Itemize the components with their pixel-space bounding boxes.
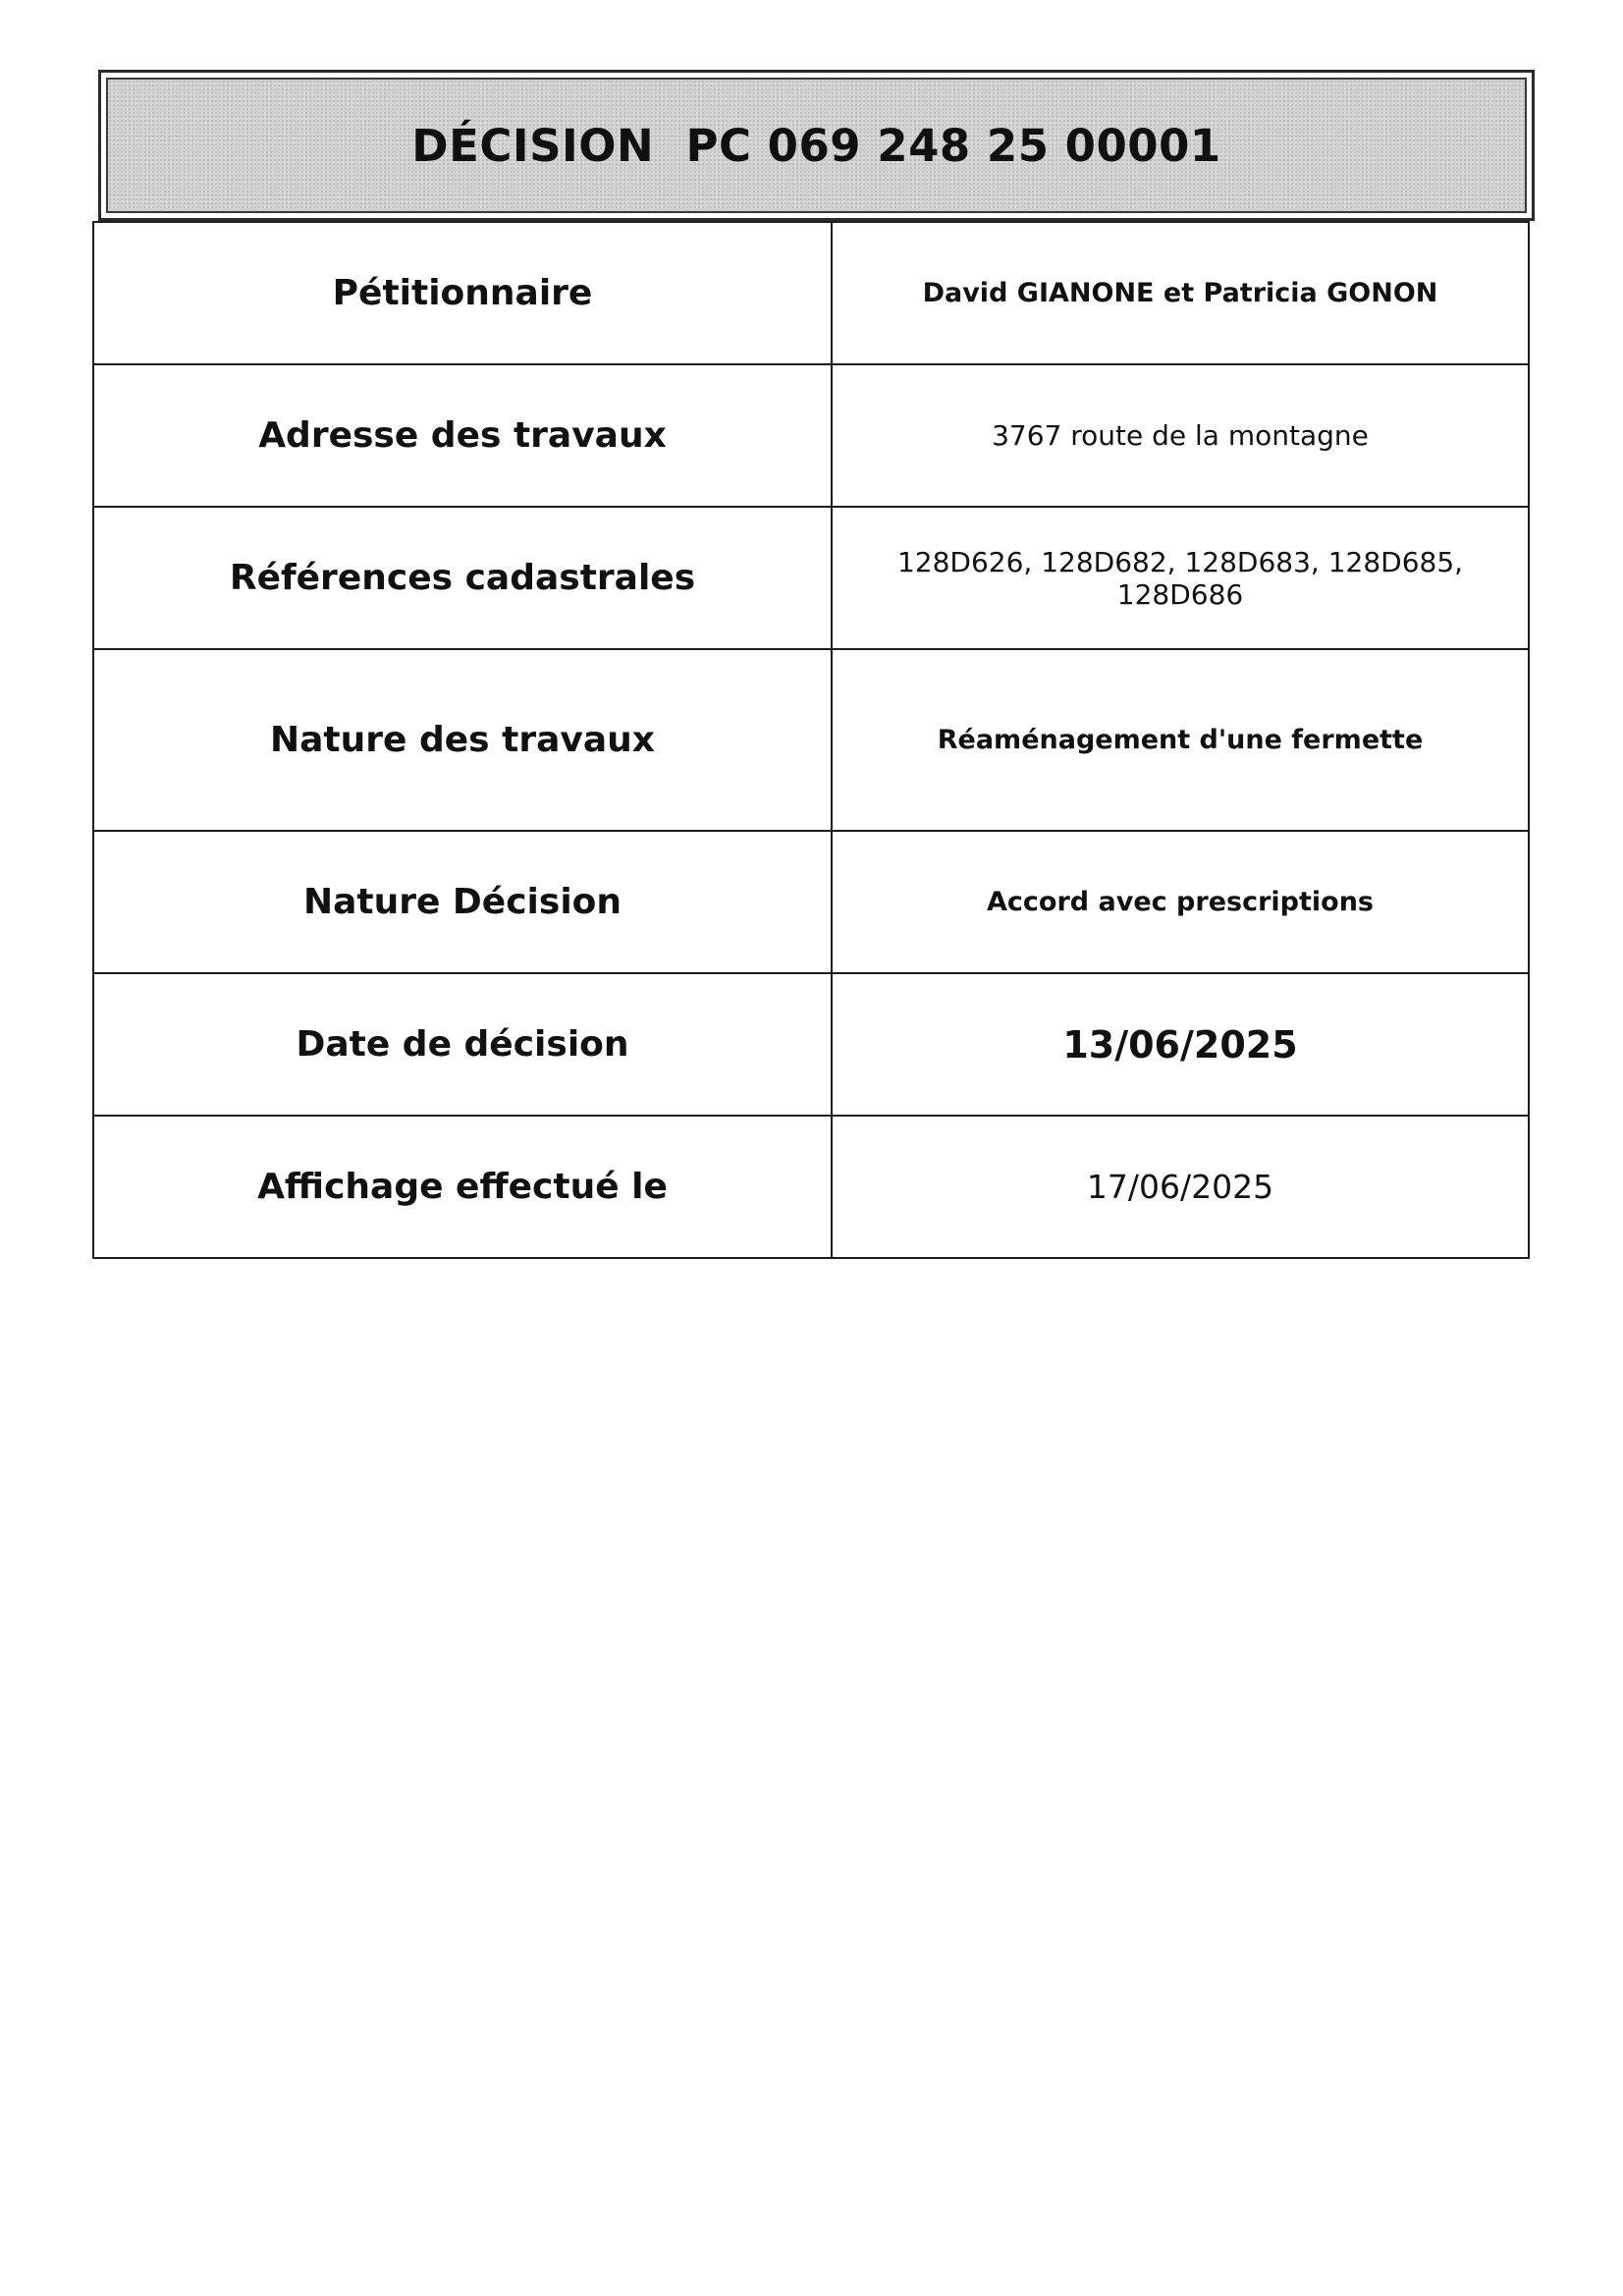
row-label-nature-decision: Nature Décision [93, 831, 832, 973]
row-value-petitionnaire: David GIANONE et Patricia GONON [832, 222, 1529, 364]
row-value-nature-travaux: Réaménagement d'une fermette [832, 649, 1529, 831]
table-row-nature-decision [93, 831, 1529, 973]
row-label-petitionnaire: Pétitionnaire [93, 222, 832, 364]
table-row-references [93, 507, 1529, 649]
row-value-date-decision: 13/06/2025 [832, 973, 1529, 1116]
decision-title-panel [106, 78, 1527, 213]
table-row-nature-travaux [93, 649, 1529, 831]
table-row-petitionnaire [93, 222, 1529, 364]
row-label-affichage: Affichage effectué le [93, 1116, 832, 1258]
decision-title-box [98, 70, 1535, 221]
row-label-references: Références cadastrales [93, 507, 832, 649]
row-value-nature-decision: Accord avec prescriptions [832, 831, 1529, 973]
table-row-affichage [93, 1116, 1529, 1258]
decision-title: DÉCISION PC 069 248 25 00001 [411, 119, 1221, 172]
table-row-date-decision [93, 973, 1529, 1116]
row-value-adresse: 3767 route de la montagne [832, 364, 1529, 507]
row-value-affichage: 17/06/2025 [832, 1116, 1529, 1258]
table-row-adresse [93, 364, 1529, 507]
row-label-nature-travaux: Nature des travaux [93, 649, 832, 831]
row-value-references: 128D626, 128D682, 128D683, 128D685, 128D686 [832, 507, 1529, 649]
decision-details-table [92, 221, 1530, 1259]
row-label-adresse: Adresse des travaux [93, 364, 832, 507]
row-label-date-decision: Date de décision [93, 973, 832, 1116]
